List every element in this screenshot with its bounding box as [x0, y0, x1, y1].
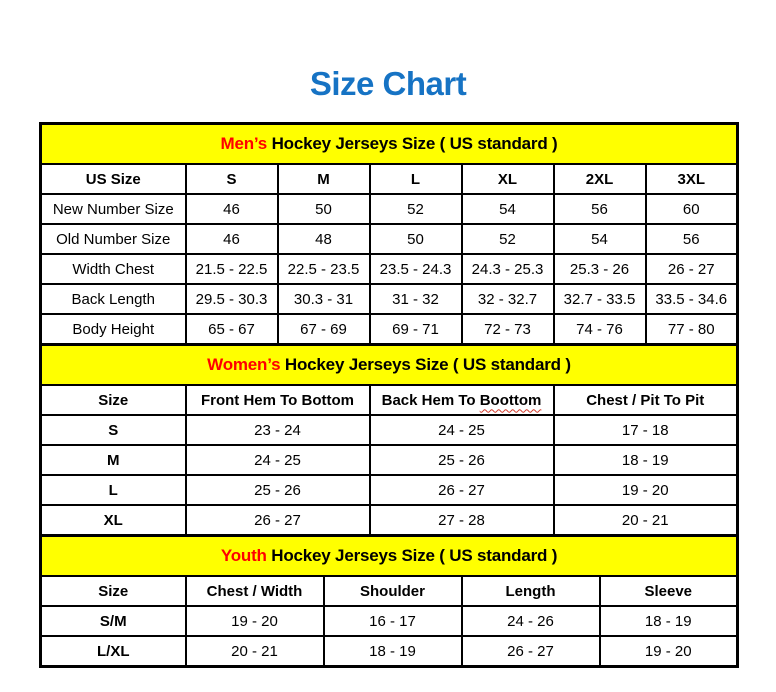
size-value-cell: 67 - 69: [278, 314, 370, 345]
size-value-cell: 32 - 32.7: [462, 284, 554, 314]
men-table-row: [41, 284, 738, 314]
row-label: S/M: [41, 606, 186, 636]
size-value-cell: 27 - 28: [370, 505, 554, 536]
women-column-header: Front Hem To Bottom: [186, 385, 370, 415]
size-value-cell: 69 - 71: [370, 314, 462, 345]
row-label: S: [41, 415, 186, 445]
youth-column-header: Size: [41, 576, 186, 606]
women-table-row: [41, 505, 738, 536]
youth-section-highlight: Youth: [220, 546, 267, 565]
men-column-header: US Size: [41, 164, 186, 194]
size-value-cell: 72 - 73: [462, 314, 554, 345]
youth-column-header: Sleeve: [600, 576, 738, 606]
size-value-cell: 26 - 27: [186, 505, 370, 536]
youth-section-header-row: [41, 536, 738, 577]
column-header-text: Back Hem To: [381, 391, 480, 409]
size-value-cell: 18 - 19: [554, 445, 738, 475]
men-table-row: [41, 224, 738, 254]
row-label: Width Chest: [41, 254, 186, 284]
size-value-cell: 26 - 27: [370, 475, 554, 505]
women-section-highlight: Women’s: [207, 355, 281, 374]
row-label: New Number Size: [41, 194, 186, 224]
size-value-cell: 18 - 19: [324, 636, 462, 667]
row-label: Old Number Size: [41, 224, 186, 254]
size-value-cell: 24 - 25: [186, 445, 370, 475]
women-column-header: Chest / Pit To Pit: [554, 385, 738, 415]
men-section-header-row: [41, 124, 738, 165]
women-column-header-row: [41, 385, 738, 415]
women-table-row: [41, 415, 738, 445]
men-column-header: M: [278, 164, 370, 194]
size-value-cell: 54: [554, 224, 646, 254]
men-section-title: Hockey Jerseys Size ( US standard ): [267, 134, 558, 153]
size-value-cell: 26 - 27: [646, 254, 738, 284]
misspelled-word: Boottom: [479, 391, 542, 409]
youth-column-header: Chest / Width: [186, 576, 324, 606]
size-value-cell: 31 - 32: [370, 284, 462, 314]
youth-section-header: [41, 536, 738, 577]
size-value-cell: 19 - 20: [554, 475, 738, 505]
size-value-cell: 24.3 - 25.3: [462, 254, 554, 284]
men-column-header: 3XL: [646, 164, 738, 194]
size-value-cell: 46: [186, 194, 278, 224]
men-table-row: [41, 194, 738, 224]
size-value-cell: 77 - 80: [646, 314, 738, 345]
page-title: Size Chart: [309, 65, 467, 102]
size-value-cell: 25 - 26: [186, 475, 370, 505]
size-value-cell: 26 - 27: [462, 636, 600, 667]
men-size-table: [39, 122, 739, 346]
size-value-cell: 54: [462, 194, 554, 224]
men-column-header: 2XL: [554, 164, 646, 194]
women-section-header-row: [41, 345, 738, 386]
size-value-cell: 52: [462, 224, 554, 254]
men-section-header: [41, 124, 738, 165]
size-value-cell: 48: [278, 224, 370, 254]
size-value-cell: 20 - 21: [554, 505, 738, 536]
size-value-cell: 56: [554, 194, 646, 224]
size-value-cell: 46: [186, 224, 278, 254]
row-label: M: [41, 445, 186, 475]
women-section-title: Hockey Jerseys Size ( US standard ): [280, 355, 571, 374]
size-value-cell: 50: [370, 224, 462, 254]
size-value-cell: 25.3 - 26: [554, 254, 646, 284]
men-column-header: S: [186, 164, 278, 194]
size-value-cell: 24 - 25: [370, 415, 554, 445]
size-value-cell: 23.5 - 24.3: [370, 254, 462, 284]
size-value-cell: 22.5 - 23.5: [278, 254, 370, 284]
youth-column-header: Length: [462, 576, 600, 606]
size-value-cell: 19 - 20: [186, 606, 324, 636]
size-value-cell: 56: [646, 224, 738, 254]
youth-section-title: Hockey Jerseys Size ( US standard ): [266, 546, 558, 565]
size-value-cell: 25 - 26: [370, 445, 554, 475]
size-value-cell: 30.3 - 31: [278, 284, 370, 314]
size-value-cell: 50: [278, 194, 370, 224]
row-label: Body Height: [41, 314, 186, 345]
youth-size-table: [39, 534, 739, 668]
size-value-cell: 18 - 19: [600, 606, 738, 636]
size-value-cell: 21.5 - 22.5: [186, 254, 278, 284]
size-value-cell: 29.5 - 30.3: [186, 284, 278, 314]
size-chart: [39, 122, 739, 668]
size-value-cell: 19 - 20: [600, 636, 738, 667]
women-column-header: [370, 385, 554, 415]
men-table-row: [41, 254, 738, 284]
youth-table-row: [41, 636, 738, 667]
size-value-cell: 16 - 17: [324, 606, 462, 636]
row-label: L: [41, 475, 186, 505]
women-column-header: Size: [41, 385, 186, 415]
youth-column-header-row: [41, 576, 738, 606]
size-value-cell: 24 - 26: [462, 606, 600, 636]
size-value-cell: 60: [646, 194, 738, 224]
size-value-cell: 32.7 - 33.5: [554, 284, 646, 314]
size-value-cell: 65 - 67: [186, 314, 278, 345]
women-table-row: [41, 445, 738, 475]
size-value-cell: 74 - 76: [554, 314, 646, 345]
row-label: Back Length: [41, 284, 186, 314]
size-value-cell: 52: [370, 194, 462, 224]
women-table-row: [41, 475, 738, 505]
men-column-header: L: [370, 164, 462, 194]
size-value-cell: 23 - 24: [186, 415, 370, 445]
men-column-header: XL: [462, 164, 554, 194]
youth-column-header: Shoulder: [324, 576, 462, 606]
size-value-cell: 20 - 21: [186, 636, 324, 667]
men-column-header-row: [41, 164, 738, 194]
women-size-table: [39, 343, 739, 537]
size-value-cell: 33.5 - 34.6: [646, 284, 738, 314]
women-section-header: [41, 345, 738, 386]
size-value-cell: 17 - 18: [554, 415, 738, 445]
men-section-highlight: Men’s: [220, 134, 268, 153]
youth-table-row: [41, 606, 738, 636]
men-table-row: [41, 314, 738, 345]
row-label: XL: [41, 505, 186, 536]
row-label: L/XL: [41, 636, 186, 667]
